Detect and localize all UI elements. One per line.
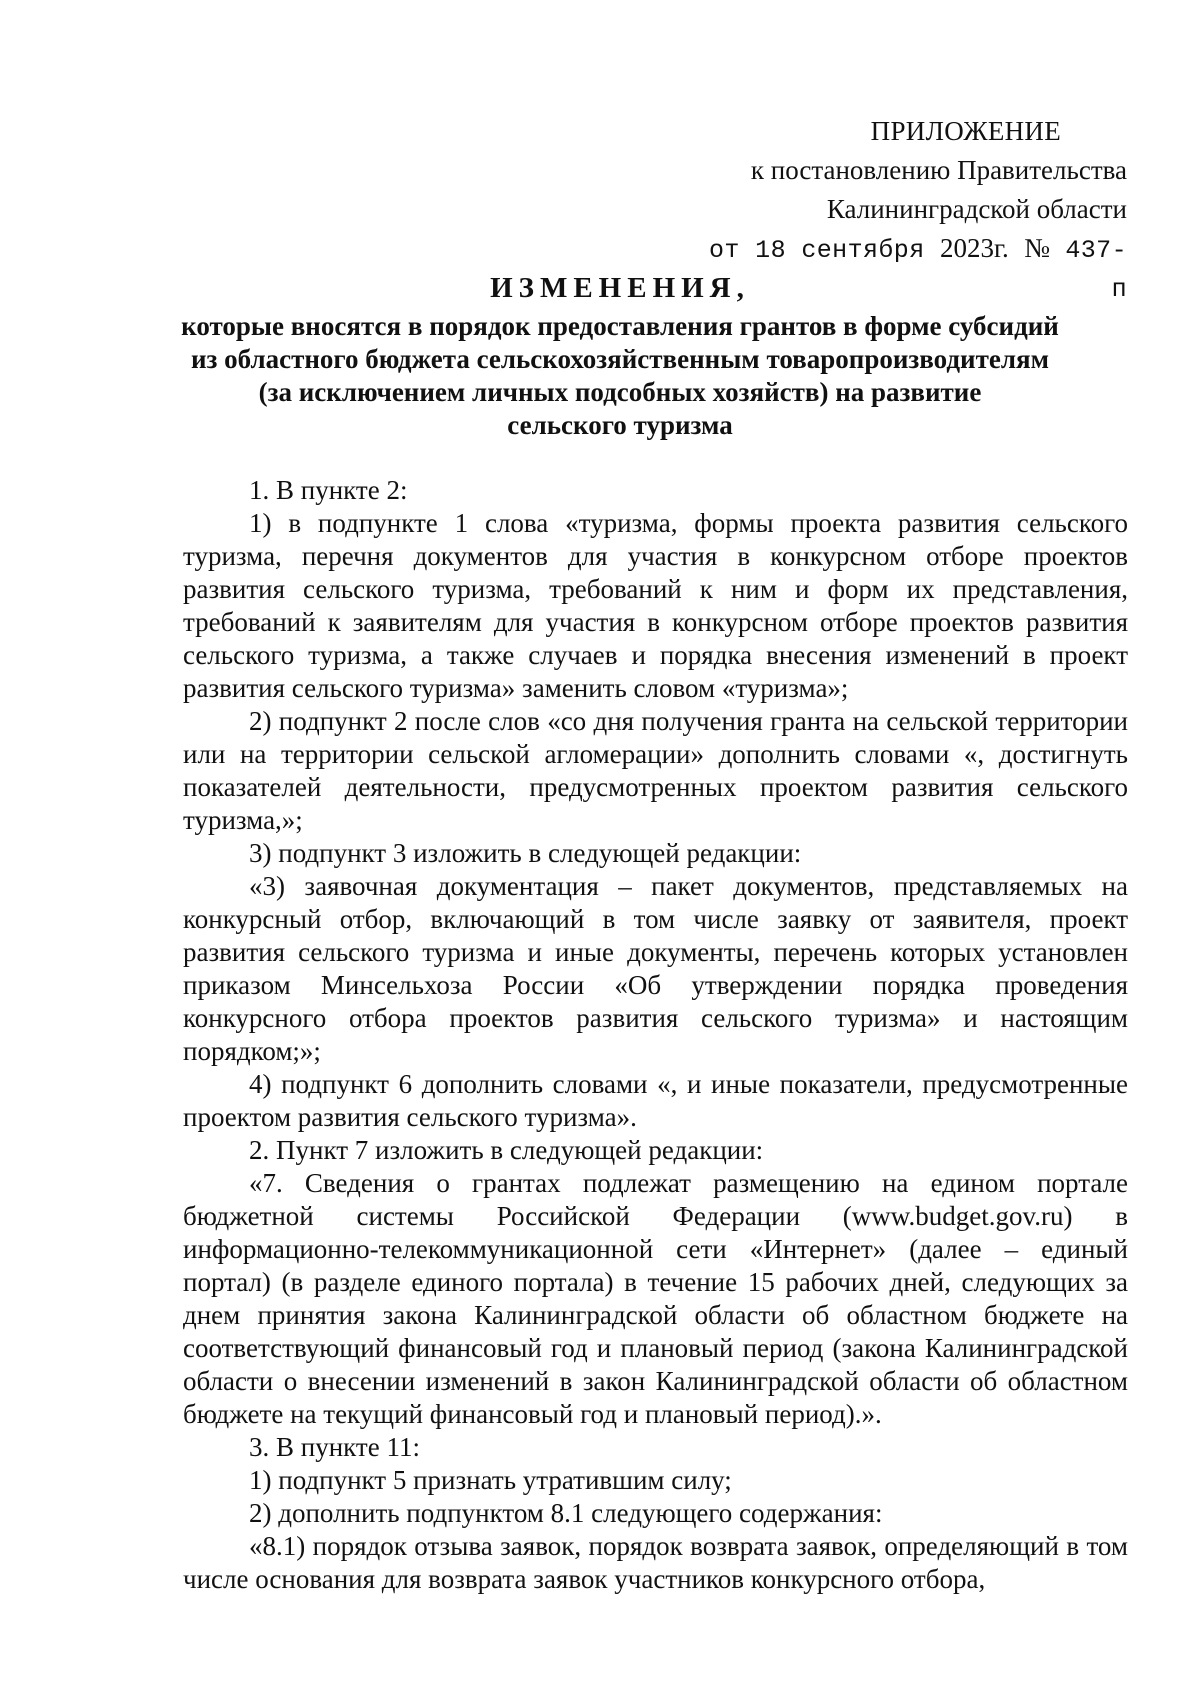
heading-line-2: из областного бюджета сельскохозяйственным товаропроизводителям xyxy=(191,344,1049,374)
paragraph-4: 3) подпункт 3 изложить в следующей редакции: xyxy=(249,838,802,868)
appendix-line-region: Калининградской области xyxy=(826,194,1127,224)
number-sign: № xyxy=(1024,233,1050,263)
heading-line-1: которые вносятся в порядок предоставления грантов в форме субсидий xyxy=(181,311,1059,341)
year-suffix: г. xyxy=(994,233,1009,263)
paragraph-1: 1. В пункте 2: xyxy=(249,475,408,505)
resolution-date: 18 сентября xyxy=(755,236,925,265)
date-prefix: от xyxy=(708,236,740,265)
paragraph-9: 3. В пункте 11: xyxy=(249,1432,420,1462)
document-body xyxy=(183,474,1128,1596)
heading-line-4: сельского туризма xyxy=(507,410,733,440)
paragraph-11: 2) дополнить подпунктом 8.1 следующего содержания: xyxy=(249,1498,883,1528)
document-title: ИЗМЕНЕНИЯ, xyxy=(490,272,750,304)
paragraph-6: 4) подпункт 6 дополнить словами «, и иные показатели, предусмотренные проектом развития сельского туризма». xyxy=(183,1069,1128,1132)
document-heading xyxy=(170,272,1070,442)
resolution-year: 2023 xyxy=(940,233,995,263)
paragraph-12: «8.1) порядок отзыва заявок, порядок возврата заявок, определяющий в том числе основания для возврата заявок участников конкурсного отбора, xyxy=(183,1531,1128,1594)
paragraph-5: «3) заявочная документация – пакет документов, представляемых на конкурсный отбор, включающий в том числе заявку от заявителя, проект развития сельского туризма и иные документы, перечень которых установлен приказом Минсельхоза России «Об утверждении порядка проведения конкурсного отбора проектов развития сельского туризма» и настоящим порядком;»; xyxy=(183,871,1128,1066)
paragraph-2: 1) в подпункте 1 слова «туризма, формы проекта развития сельского туризма, перечня документов для участия в конкурсном отборе проектов развития сельского туризма, требований к ним и форм их представления, требований к заявителям для участия в конкурсном отборе проектов развития сельского туризма, а также случаев и порядка внесения изменений в проект развития сельского туризма» заменить словом «туризма»; xyxy=(183,508,1128,703)
paragraph-8: «7. Сведения о грантах подлежат размещению на едином портале бюджетной системы Российской Федерации (www.budget.gov.ru) в информационно-телекоммуникационной сети «Интернет» (далее – единый портал) (в разделе единого портала) в течение 15 рабочих дней, следующих за днем принятия закона Калининградской области об областном бюджете на соответствующий финансовый год и плановый период (закона Калининградской области о внесении изменений в закон Калининградской области об областном бюджете на текущий финансовый год и плановый период).». xyxy=(183,1168,1128,1429)
paragraph-7: 2. Пункт 7 изложить в следующей редакции: xyxy=(249,1135,764,1165)
heading-line-3: (за исключением личных подсобных хозяйств) на развитие xyxy=(258,377,982,407)
appendix-line-resolution: к постановлению Правительства xyxy=(750,155,1127,185)
paragraph-3: 2) подпункт 2 после слов «со дня получения гранта на сельской территории или на территории сельской агломерации» дополнить словами «, достигнуть показателей деятельности, предусмотренных проектом развития сельского туризма,»; xyxy=(183,706,1128,835)
paragraph-10: 1) подпункт 5 признать утратившим силу; xyxy=(249,1465,732,1495)
appendix-title: ПРИЛОЖЕНИЕ xyxy=(870,116,1061,146)
resolution-number: 437-п xyxy=(1065,236,1127,304)
